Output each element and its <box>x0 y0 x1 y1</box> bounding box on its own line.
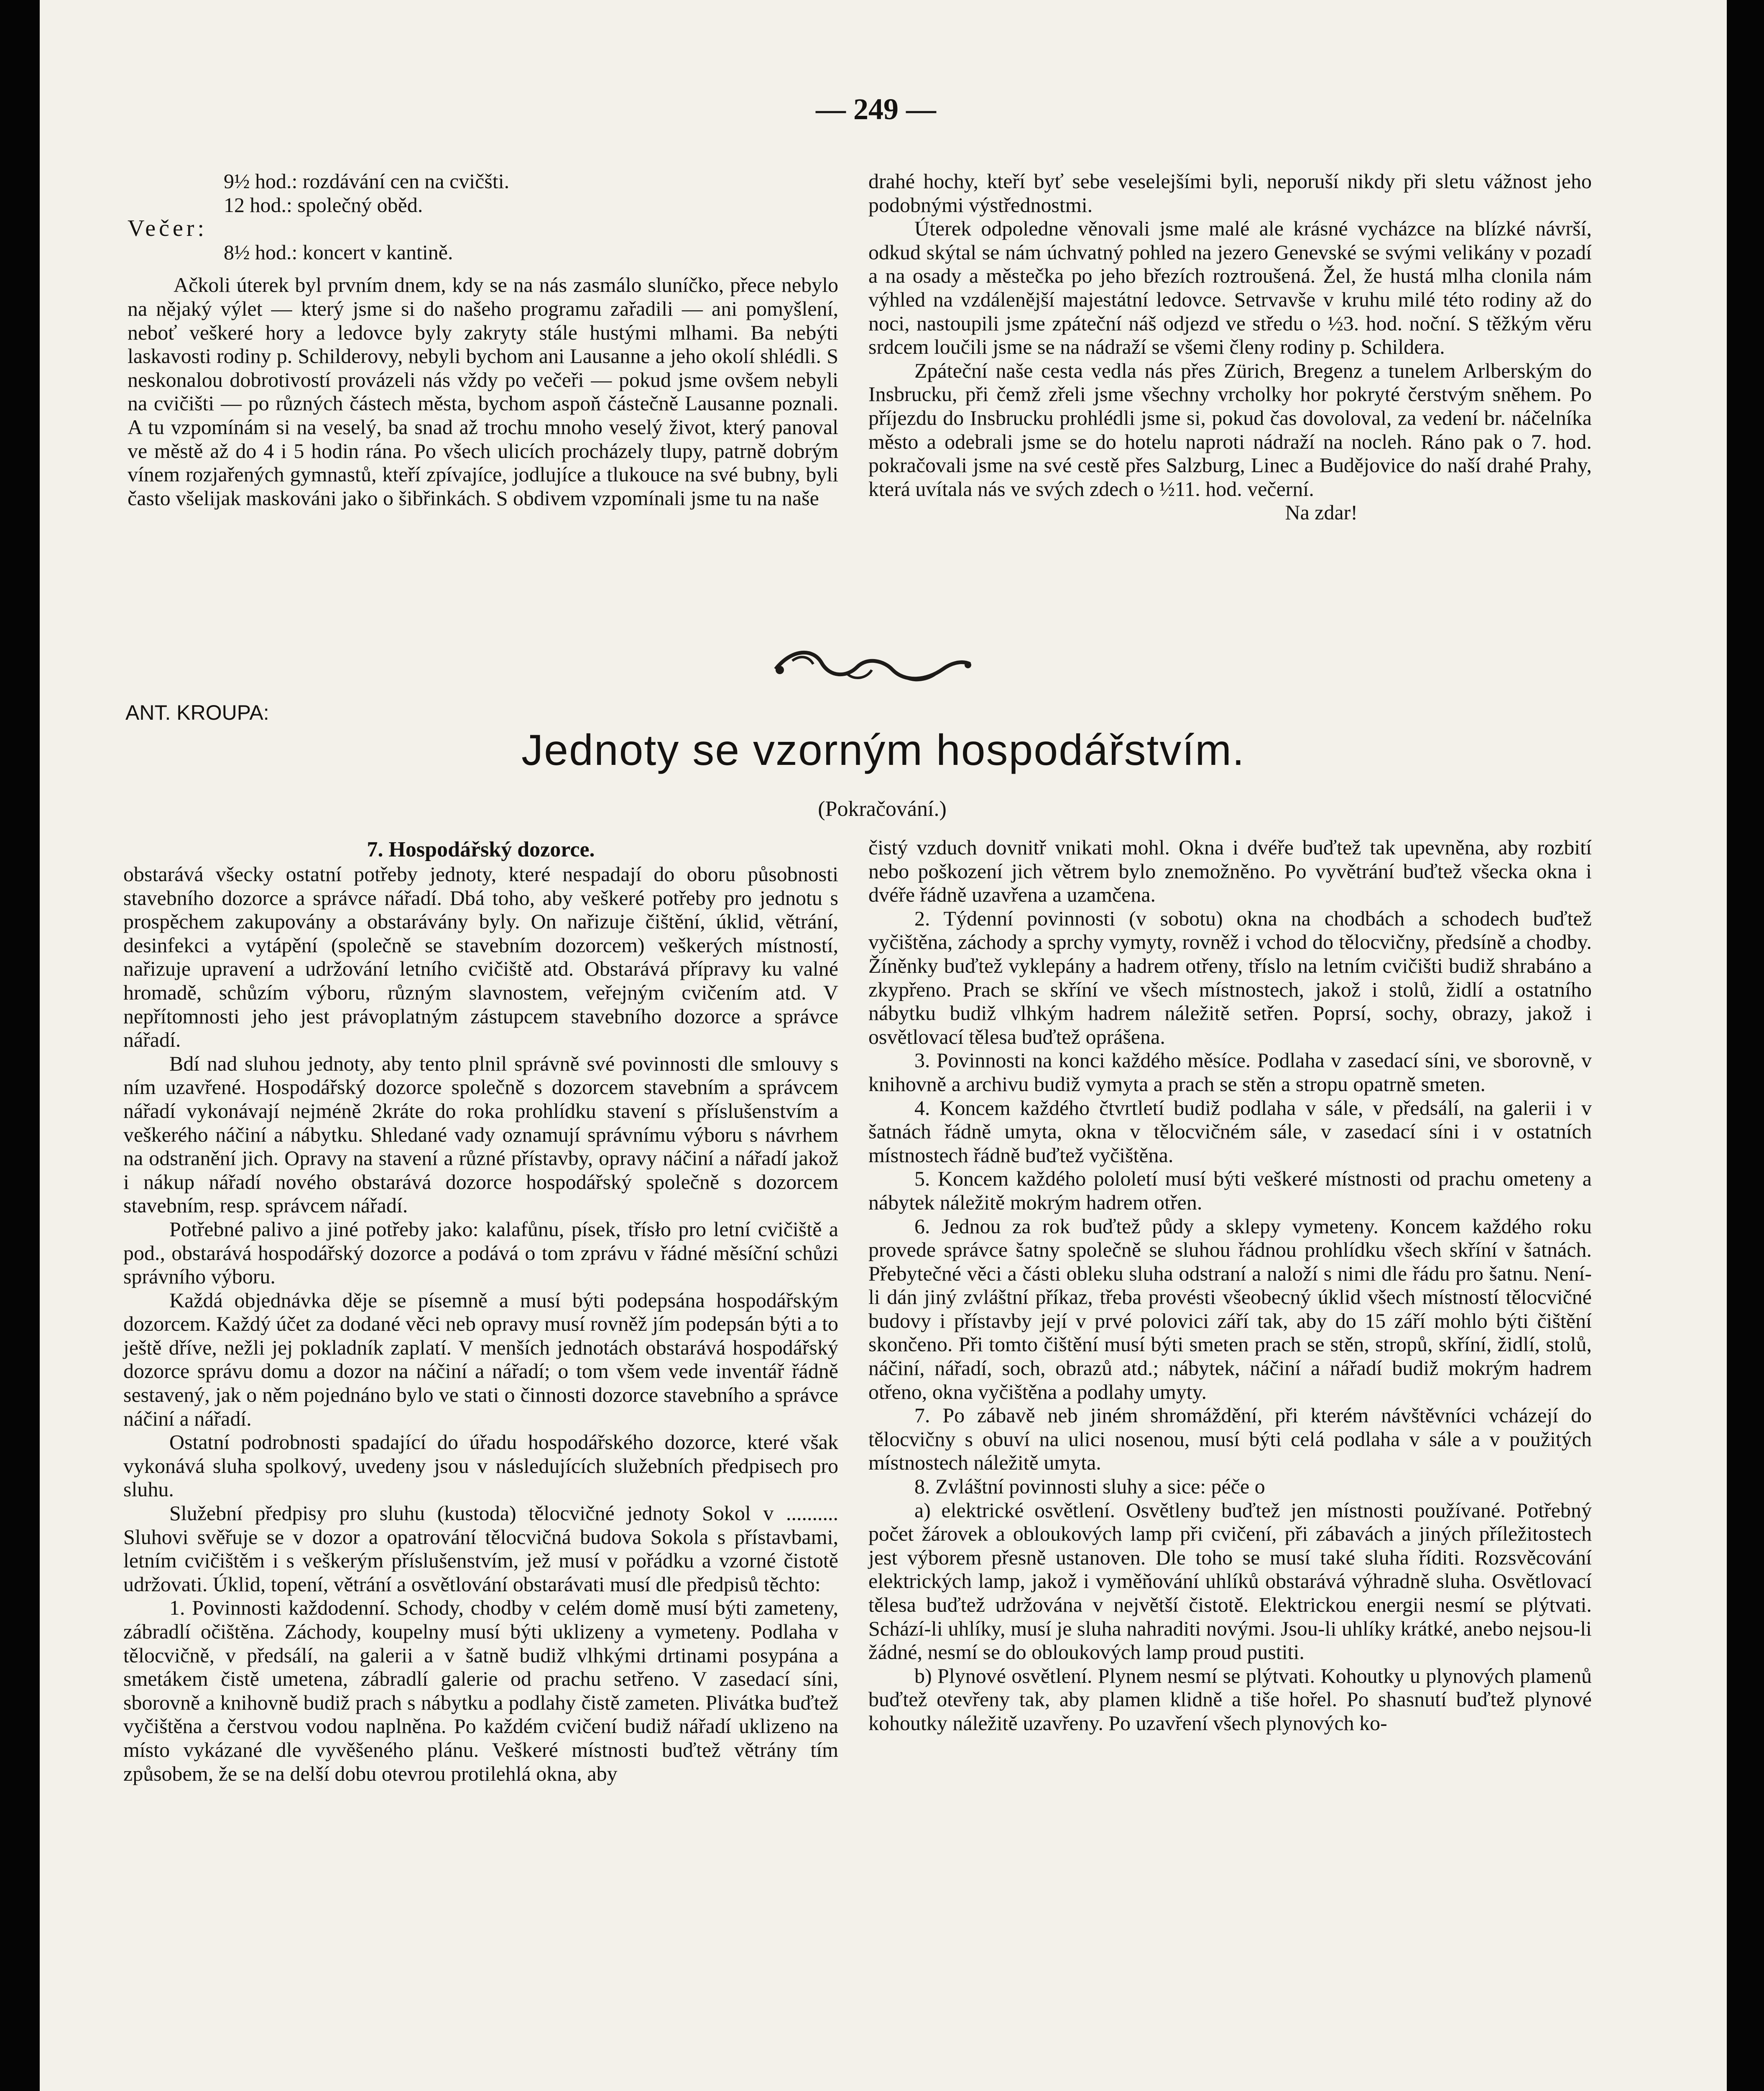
paragraph: Úterek odpoledne věnovali jsme malé ale krásné vycházce na blízké návrší, odkud skýtal se nám úchvatný pohled na jezero Genevské se svými velikány v pozadí a na osady a městečka po jeho březích roztroušená. Žel, že hustá mlha clonila nám výhled na vzdálenější majestátní ledovce. Setrvavše v kruhu milé této rodiny až do noci, nastoupili jsme zpáteční náš odjezd ve středu o ½3. hod. noční. S těžkým věru srdcem loučili jsme se na nádraží se všemi členy rodiny p. Schildera. <box>868 217 1592 359</box>
right-column-bottom <box>868 836 1592 1735</box>
right-column-top <box>868 169 1592 524</box>
left-column-top <box>128 169 838 510</box>
schedule-line: 8½ hod.: koncert v kantině. <box>224 240 453 264</box>
paragraph: 3. Povinnosti na konci každého měsíce. Podlaha v zasedací síni, ve sborovně, v knihovně a archivu budiž vymyta a prach se stěn a stropu opatrně smeten. <box>868 1048 1592 1096</box>
author: ANT. KROUPA: <box>125 701 269 724</box>
paragraph: Služební předpisy pro sluhu (kustoda) tělocvičné jednoty Sokol v .......... Sluhovi svěřuje se v dozor a opatrování tělocvičná budova Sokola s přístavbami, letním cvičištěm i s veškerým příslušenstvím, jež musí v pořádku a vzorné čistotě udržovati. Úklid, topení, větrání a osvětlování obstarávati musí dle předpisů těchto: <box>123 1501 838 1596</box>
paragraph: Potřebné palivo a jiné potřeby jako: kalafůnu, písek, třísło pro letní cvičiště a pod., obstarává hospodářský dozorce a podává o tom zprávu v řádné měsíční schůzi správního výboru. <box>123 1217 838 1288</box>
section-title: 7. Hospodářský dozorce. <box>367 838 595 861</box>
schedule-heading: Večer: <box>128 215 208 242</box>
paragraph: 6. Jednou za rok buďtež půdy a sklepy vymeteny. Koncem každého roku provede správce šatny společně se sluhou řádnou prohlídku všech skříní v šatnách. Přebytečné věci a části obleku sluha odstraní a naloží s nimi dle řádu pro šatnu. Není-li dán jiný zvláštní příkaz, třeba provésti všeobecný úklid všech místností tělocvičné budovy i přístavby její v prvé polovici září tak, aby do 15 září mohlo býti čištění skončeno. Při tomto čištění musí býti smeten prach se stěn, stropů, skříní, židlí, stolů, náčiní, nářadí, soch, obrazů atd.; nábytek, náčiní a nářadí budiž mokrým hadrem otřeno, okna vyčištěna a podlahy umyty. <box>868 1214 1592 1403</box>
paragraph: 1. Povinnosti každodenní. Schody, chodby v celém domě musí býti zameteny, zábradlí očištěna. Záchody, koupelny musí býti uklizeny a vymeteny. Podlaha v tělocvičně, v předsálí, na galerii a v šatně budiž vlhkými drtinami posypána a smetákem čistě umetena, zábradlí galerie od prachu setřeno. V zasedací síni, sborovně a knihovně budiž prach s nábytku a podlahy čistě zameten. Plivátka buďtež vyčištěna a čerstvou vodou naplněna. Po každém cvičení budiž nářadí uklizeno na místo vykázané dle vyvěšeného plánu. Veškeré místnosti buďtež větrány tím způsobem, že se na delší dobu otevrou protilehlá okna, aby <box>123 1596 838 1785</box>
paragraph: a) elektrické osvětlení. Osvětleny buďtež jen místnosti používané. Potřebný počet žárovek a obloukových lamp při cvičení, při zábavách a jiných příležitostech jest výborem přesně ustanoven. Dle toho se musí také sluha říditi. Rozsvěcování elektrických lamp, jakož i vyměňování uhlíků obstarává výhradně sluha. Osvětlovací tělesa buďtež udržována v největší čistotě. Elektrickou energii nesmí se plýtvati. Schází-li uhlíky, musí je sluha nahraditi novými. Jsou-li uhlíky krátké, anebo nejsou-li žádné, nesmí se do obloukových lamp proud pustiti. <box>868 1498 1592 1664</box>
paragraph: 5. Koncem každého pololetí musí býti veškeré místnosti od prachu ometeny a nábytek náležitě mokrým hadrem otřen. <box>868 1167 1592 1214</box>
paragraph: 7. Po zábavě neb jiném shromáždění, při kterém návštěvníci vcházejí do tělocvičny s obuví na ulici nosenou, musí býti celá podlaha v sále a v použitých místnostech náležitě umyta. <box>868 1403 1592 1475</box>
left-column-bottom <box>123 862 838 1785</box>
ornament-flourish <box>767 644 976 690</box>
paragraph: 2. Týdenní povinnosti (v sobotu) okna na chodbách a schodech buďtež vyčištěna, záchody a sprchy vymyty, rovněž i vchod do tělocvičny, předsíně a chodby. Žíněnky buďtež vyklepány a hadrem otřeny, tříslo na letním cvičišti budiž shrabáno a zkypřeno. Prach se skříní ve všech místnostech, jakož i stolů, židlí a ostatního nábytku budiž vlhkým hadrem náležitě setřen. Poprsí, sochy, obrazy, jakož i osvětlovací tělesa buďtež oprášena. <box>868 906 1592 1048</box>
paragraph: Ostatní podrobnosti spadající do úřadu hospodářského dozorce, které však vykonává sluha spolkový, uvedeny jsou v následujících služebních předpisech pro sluhu. <box>123 1430 838 1501</box>
paragraph: 8. Zvláštní povinnosti sluhy a sice: péče o <box>914 1475 1265 1498</box>
paragraph: Bdí nad sluhou jednoty, aby tento plnil správně své povinnosti dle smlouvy s ním uzavřené. Hospodářský dozorce společně s dozorcem stavebním a správcem nářadí vykonávají nejméně 2kráte do roka prohlídku stavení s příslušenstvím a veškerého náčiní a nábytku. Shledané vady oznamují správnímu výboru s návrhem na odstranění jich. Opravy na stavení a různé přístavby, opravy náčiní a nářadí jakož i nákup nářadí nového obstarává dozorce hospodářský společně s dozorcem stavebním, resp. správcem nářadí. <box>123 1051 838 1217</box>
schedule-line: 12 hod.: společný oběd. <box>224 193 423 217</box>
paragraph: 4. Koncem každého čtvrtletí budiž podlaha v sále, v předsálí, na galerii i v šatnách řádně umyta, okna v tělocvičném sále, v zasedací síni i v ostatních místnostech řádně buďtež vyčištěna. <box>868 1096 1592 1167</box>
paragraph: Každá objednávka děje se písemně a musí býti podepsána hospodářským dozorcem. Každý účet za dodané věci neb opravy musí rovněž jím podepsán býti a to ještě dříve, nežli jej pokladník zaplatí. V menších jednotách obstarává hospodářský dozorce správu domu a dozor na náčiní a nářadí; o tom všem vede inventář řádně sestavený, jak o něm pojednáno bylo ve stati o činnosti dozorce stavebního a správce náčiní a nářadí. <box>123 1288 838 1430</box>
paragraph: Zpáteční naše cesta vedla nás přes Zürich, Bregenz a tunelem Arlberským do Insbrucku, při čemž zřeli jsme všechny vrcholky hor pokryté čerstvým sněhem. Po příjezdu do Insbrucku prohlédli jsme si, pokud čas dovoloval, za vedení br. náčelníka město a odebrali jsme se do hotelu naproti nádraží na nocleh. Ráno pak o 7. hod. pokračovali jsme na své cestě přes Salzburg, Linec a Budějovice do naší drahé Prahy, která uvítala nás ve svých zdech o ½11. hod. večerní. <box>868 358 1592 501</box>
paragraph: čistý vzduch dovnitř vnikati mohl. Okna i dvéře buďtež tak upevněna, aby rozbití nebo poškození jich větrem bylo znemožněno. Po vyvětrání buďtež všecka okna i dvéře řádně uzavřena a uzamčena. <box>868 836 1592 907</box>
page-number: — 249 — <box>816 92 936 126</box>
paragraph: Ačkoli úterek byl prvním dnem, kdy se na nás zasmálo sluníčko, přece nebylo na nějaký výlet — který jsme si do našeho programu zařadili — ani pomyšlení, neboť veškeré hory a ledovce byly zakryty stále hustými mlhami. Ba nebýti laskavosti rodiny p. Schilderovy, nebyli bychom ani Lausanne a jeho okolí shlédli. S neskonalou dobrotivostí provázeli nás vždy po večeři — pokud jsme ovšem nebyli na cvičišti — po různých částech města, bychom aspoň částečně Lausanne poznali. A tu vzpomínám si na veselý, ba snad až trochu mnoho veselý život, který panoval ve městě až do 4 i 5 hodin rána. Po všech ulicích procházely tlupy, patrně dobrým vínem rozjařených gymnastů, kteří zpívajíce, jodlujíce a tlukouce na své bubny, byli často všelijak maskováni jako o šibřinkách. S obdivem vzpomínali jsme tu na naše <box>128 273 838 510</box>
paragraph: drahé hochy, kteří byť sebe veselejšími byli, neporuší nikdy při sletu vážnost jeho podobnými výstřednostmi. <box>868 169 1592 217</box>
schedule-line: 9½ hod.: rozdávání cen na cvičšti. <box>224 169 510 193</box>
article-title: Jednoty se vzorným hospodářstvím. <box>521 726 1245 775</box>
page <box>40 0 1727 2091</box>
paragraph: b) Plynové osvětlení. Plynem nesmí se plýtvati. Kohoutky u plynových plamenů buďtež otevřeny tak, aby plamen klidně a tiše hořel. Po shasnutí buďtež plynové kohoutky náležitě uzavřeny. Po uzavření všech plynových ko- <box>868 1664 1592 1735</box>
paragraph: obstarává všecky ostatní potřeby jednoty, které nespadají do oboru působnosti stavebního dozorce a správce nářadí. Dbá toho, aby veškeré potřeby pro jednotu s prospěchem zakupovány a obstarávány byly. On nařizuje čištění, úklid, větrání, desinfekci a vytápění (společně se stavebním dozorcem) veškerých místností, nařizuje upravení a udržování letního cvičiště atd. Obstarává přípravy ku valné hromadě, schůzím výboru, různým slavnostem, veřejným cvičením atd. V nepřítomnosti jeho jest právoplatným zástupcem stavebního dozorce a správce nářadí. <box>123 862 838 1052</box>
article-subtitle: (Pokračování.) <box>818 797 947 821</box>
closing-salute: Na zdar! <box>1285 501 1358 524</box>
